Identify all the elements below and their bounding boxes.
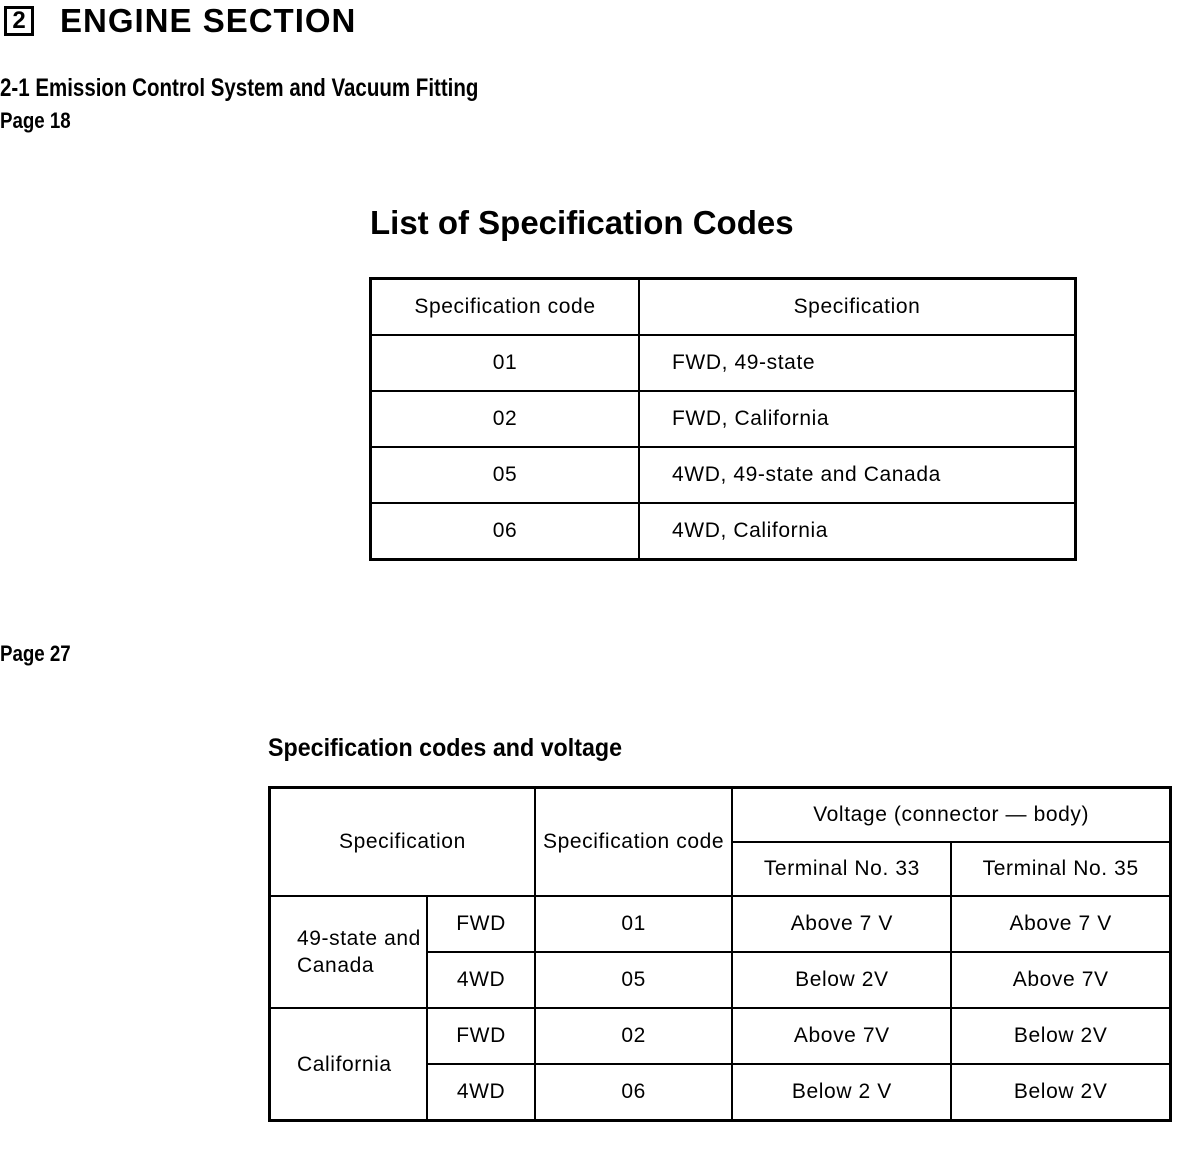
specification-codes-table bbox=[369, 277, 1077, 561]
header-specification-code: Specification code bbox=[371, 279, 640, 336]
drive-cell: FWD bbox=[427, 1008, 535, 1064]
section-number-box: 2 bbox=[4, 6, 34, 36]
header-specification-code: Specification code bbox=[535, 788, 733, 897]
spec-code-cell: 06 bbox=[371, 503, 640, 560]
region-cell: 49-state and Canada bbox=[270, 896, 428, 1008]
table-header-row bbox=[371, 279, 1076, 336]
terminal-33-cell: Above 7 V bbox=[732, 896, 951, 952]
page-reference: Page 27 bbox=[0, 641, 71, 666]
table-row bbox=[371, 447, 1076, 503]
terminal-35-cell: Below 2V bbox=[951, 1064, 1170, 1121]
spec-description-cell: FWD, 49-state bbox=[639, 335, 1076, 391]
drive-cell: 4WD bbox=[427, 1064, 535, 1121]
terminal-35-cell: Above 7V bbox=[951, 952, 1170, 1008]
voltage-table-title: Specification codes and voltage bbox=[268, 734, 623, 762]
spec-code-cell: 02 bbox=[371, 391, 640, 447]
terminal-35-cell: Below 2V bbox=[951, 1008, 1170, 1064]
table-row bbox=[371, 391, 1076, 447]
table-row bbox=[270, 1008, 1171, 1064]
table-row bbox=[371, 503, 1076, 560]
spec-description-cell: 4WD, 49-state and Canada bbox=[639, 447, 1076, 503]
header-terminal-33: Terminal No. 33 bbox=[732, 842, 951, 896]
drive-cell: 4WD bbox=[427, 952, 535, 1008]
spec-code-cell: 06 bbox=[535, 1064, 733, 1121]
terminal-33-cell: Below 2V bbox=[732, 952, 951, 1008]
spec-code-cell: 02 bbox=[535, 1008, 733, 1064]
terminal-33-cell: Above 7V bbox=[732, 1008, 951, 1064]
region-cell: California bbox=[270, 1008, 428, 1121]
terminal-35-cell: Above 7 V bbox=[951, 896, 1170, 952]
table-header-row bbox=[270, 788, 1171, 843]
spec-code-cell: 01 bbox=[371, 335, 640, 391]
header-voltage: Voltage (connector — body) bbox=[732, 788, 1170, 843]
spec-code-cell: 05 bbox=[371, 447, 640, 503]
spec-code-cell: 01 bbox=[535, 896, 733, 952]
section-header bbox=[4, 2, 356, 40]
specification-voltage-table bbox=[268, 786, 1172, 1122]
spec-code-cell: 05 bbox=[535, 952, 733, 1008]
table-row bbox=[270, 896, 1171, 952]
header-specification: Specification bbox=[270, 788, 535, 897]
header-specification: Specification bbox=[639, 279, 1076, 336]
subsection-title: 2-1 Emission Control System and Vacuum Fitting bbox=[0, 74, 479, 102]
spec-description-cell: FWD, California bbox=[639, 391, 1076, 447]
section-title: ENGINE SECTION bbox=[60, 2, 357, 39]
page-reference: Page 18 bbox=[0, 108, 71, 133]
spec-description-cell: 4WD, California bbox=[639, 503, 1076, 560]
header-terminal-35: Terminal No. 35 bbox=[951, 842, 1170, 896]
table-row bbox=[371, 335, 1076, 391]
spec-table-title: List of Specification Codes bbox=[370, 204, 794, 241]
drive-cell: FWD bbox=[427, 896, 535, 952]
terminal-33-cell: Below 2 V bbox=[732, 1064, 951, 1121]
